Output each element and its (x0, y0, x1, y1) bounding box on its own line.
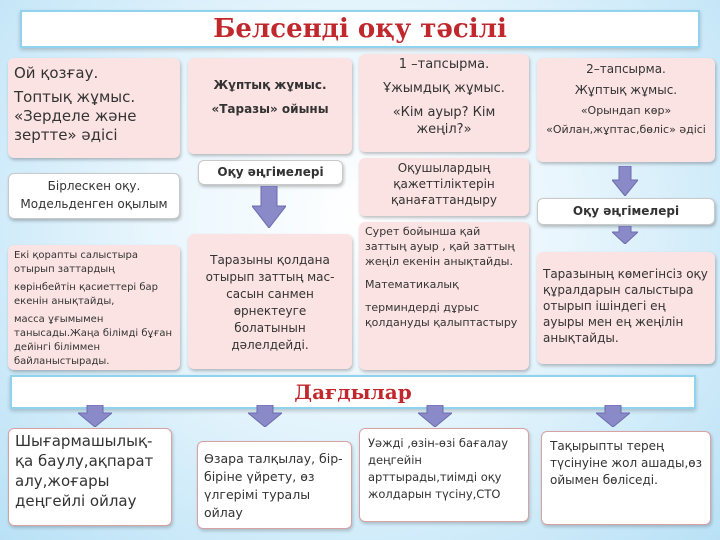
col1-top-line: Топтық жұмыс. (14, 88, 136, 106)
col1-top-line: Ой қозғау. (14, 64, 99, 82)
skill-box (359, 428, 529, 522)
col2-top-line: Жұптық жұмыс. (213, 78, 327, 92)
col4-top-line: «Орындап көр» (580, 104, 672, 117)
col1-body-line: көрінбейтін қасиеттері бар екенін анықтайды, (14, 282, 159, 307)
down-arrow-icon (612, 226, 638, 248)
col1-body-box (8, 245, 180, 370)
page-title: Белсенді оқу тәсілі (213, 14, 507, 44)
col3-body-line: Математикалық (365, 278, 459, 291)
col3-top-box (359, 54, 529, 152)
skill-box (541, 431, 711, 525)
col3-mid-box (359, 158, 529, 216)
col3-body-box (359, 222, 529, 370)
skill-text: Шығармашылық-қа баулу,ақпарат алу,жоғары деңгейлі ойлау (15, 432, 154, 510)
col3-body-line: Сурет бойынша қай заттың ауыр , қай заттың жеңіл екенін анықтайды. (365, 225, 515, 268)
skill-text: Тақырыпты терең түсінуіне жол ашады,өз ойымен бөліседі. (550, 439, 702, 487)
skill-text: Өзара талқылау, бір-біріне үйрету, өз үлгерімі туралы ойлау (204, 451, 343, 520)
col1-mid-line: Модельденген оқылым (20, 197, 168, 211)
col3-mid-text: Оқушылардың қажеттіліктерін қанағаттандыру (391, 161, 497, 207)
col4-mid-box (537, 198, 715, 225)
down-arrow-icon (252, 186, 286, 232)
col2-top-box (188, 58, 352, 154)
title-banner (20, 10, 700, 48)
col1-body-line: Екі қорапты салыстыра отырып заттардың (14, 250, 138, 275)
col4-mid-label: Оқу әңгімелері (572, 204, 680, 218)
skill-box (197, 441, 352, 529)
skill-text: Уәжді ,өзін-өзі бағалау деңгейін арттырады,тиімді оқу жолдарын түсіну,СТО (368, 436, 509, 501)
skills-title: Дағдылар (294, 380, 412, 404)
col3-body-line: терминдерді дұрыс қолдануды қалыптастыру (365, 301, 518, 329)
down-arrow-icon (612, 166, 638, 200)
col1-top-line: «Зерделе және зертте» әдісі (14, 107, 137, 144)
col3-top-line: 1 –тапсырма. (398, 57, 490, 72)
col1-mid-box (8, 173, 180, 219)
col4-body-text: Таразының көмегінсіз оқу құралдарын салыстыра отырып ішіндегі ең ауыры мен ең жеңілін анықтайды. (543, 267, 708, 345)
col1-mid-line: Бірлескен оқу. (47, 179, 141, 193)
col2-body-box (188, 234, 352, 369)
down-arrow-icon (596, 405, 630, 431)
skills-banner (10, 375, 696, 409)
col4-top-line: Жұптық жұмыс. (574, 83, 678, 97)
col2-mid-box (198, 160, 343, 185)
col4-top-box (537, 58, 715, 162)
col3-top-line: «Кім ауыр? Кім жеңіл?» (392, 105, 496, 137)
down-arrow-icon (248, 405, 282, 431)
col4-top-line: 2–тапсырма. (586, 62, 666, 76)
col1-top-box (8, 58, 180, 158)
col1-body-line: масса ұғымымен танысады.Жаңа білімді бұған дейінгі біліммен байланыстырады. (14, 314, 172, 367)
col2-body-text: Таразыны қолдана отырып заттың мас-сасын санмен өрнектеуге болатынын дәлелдейді. (205, 253, 335, 352)
col2-top-line: «Таразы» ойыны (211, 102, 329, 116)
skill-box (8, 428, 172, 526)
col4-top-line: «Ойлан,жұптас,бөліс» әдісі (546, 123, 706, 136)
col4-body-box (537, 252, 715, 364)
col2-mid-label: Оқу әңгімелері (217, 165, 324, 179)
col3-top-line: Ұжымдық жұмыс. (383, 81, 505, 96)
